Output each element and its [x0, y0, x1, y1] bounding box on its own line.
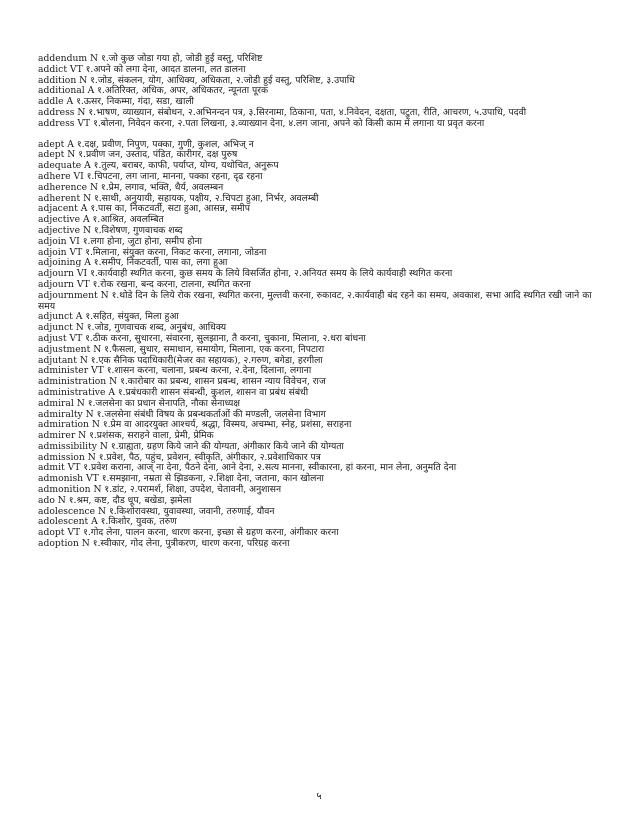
dictionary-entry: adoption N १.स्वीकार, गोद लेना, पुत्रीकरण, धारण करना, परिग्रह करना — [38, 538, 290, 550]
dictionary-entry: adept A १.दक्ष, प्रवीण, निपुण, पक्का, गुणी, कुशल, अभिज् न — [38, 138, 254, 150]
dictionary-entry: admiration N १.प्रेम वा आदरयुक्त आश्चर्य, श्रद्धा, विस्मय, अचम्भा, स्नेह, प्रशंसा, सराहना — [38, 419, 352, 431]
dictionary-entry: additional A १.अतिरिक्त, अधिक, अपर, अधिकतर, न्यूनता पूरक — [38, 85, 269, 97]
dictionary-entry: adjective N १.विशेषण, गुणवाचक शब्द — [38, 224, 183, 236]
dictionary-entry: adhere VI १.चिपटना, लग जाना, मानना, पक्का रहना, दृढ रहना — [38, 170, 263, 182]
dictionary-entry: adept N १.प्रवीण जन, उस्ताद, पंडित, कारीगर, दक्ष पुरुष — [38, 149, 238, 161]
dictionary-entry: adolescence N १.किशोरावस्था, युवावस्था, जवानी, तरुणाई, यौवन — [38, 505, 275, 517]
dictionary-entry: administration N १.कारोबार का प्रबन्ध, शासन प्रबन्ध, शासन न्याय विवेचन, राज — [38, 376, 326, 388]
dictionary-entry: adjustment N १.फैसला, सुधार, समाधान, समायोग, मिलाना, एक करना, निपटारा — [38, 343, 325, 355]
dictionary-entry: administer VT १.शासन करना, चलाना, प्रबन्ध करना, २.देना, दिलाना, लगाना — [38, 365, 312, 377]
dictionary-entry: adjust VT १.ठीक करना, सुधारना, संवारना, सुलझाना, तै करना, चुकाना, मिलाना, २.धरा बांधना — [38, 332, 366, 344]
dictionary-entry: adjunct A १.सहित, संयुक्त, मिला हुआ — [38, 311, 179, 323]
dictionary-entry: adolescent A १.किशोर, युवक, तरुण — [38, 516, 177, 528]
dictionary-entry: admonition N १.डांट, २.परामर्श, शिक्षा, उपदेश, चेतावनी, अनुशासन — [38, 484, 282, 496]
dictionary-entry: adopt VT १.गोद लेना, पालन करना, धारण करना, इच्छा से ग्रहण करना, अंगीकार करना — [38, 527, 339, 539]
dictionary-entry: ado N १.श्रम, कष्ट, दौड धूप, बखेडा, झमेला — [38, 494, 192, 506]
dictionary-entry: adherent N १.साथी, अनुयायी, सहायक, पक्षीय, २.चिपटा हुआ, निर्भर, अवलम्बी — [38, 192, 319, 204]
dictionary-entry: address N १.भाषण, व्याख्यान, संबोधन, २.अभिनन्दन पत्र, ३.सिरनामा, ठिकाना, पता, ४.निवेदन, दक्षता, पटुता, रीति, आचरण, ५.उपाधि, पदवी — [38, 106, 527, 118]
page-number: ५ — [316, 791, 322, 802]
dictionary-entry: addition N १.जोड, संकलन, योग, आधिक्य, अधिकता, २.जोडी हुई वस्तु, परिशिष्ट, ३.उपाधि — [38, 74, 355, 86]
dictionary-entry: adjoin VT १.मिलाना, संयुक्त करना, निकट करना, लगाना, जोडना — [38, 246, 267, 258]
dictionary-entry: adjective A १.आश्रित, अवलम्बित — [38, 214, 164, 226]
dictionary-entry: adequate A १.तुल्य, बराबर, काफी, पर्याप्त, योग्य, यथोचित, अनुरूप — [38, 160, 279, 172]
dictionary-entry: admiral N १.जलसेना का प्रधान सेनापति, नौका सेनाध्यक्ष — [38, 397, 240, 409]
dictionary-entry: adjournment N १.थोडे दिन के लिये रोक रखना, स्थगित करना, मुल्तवी करना, रुकावट, २.कार्यवाही बंद रहने का समय, अवकाश, सभा आदि स्थगित रखी जाने का समय — [38, 289, 592, 312]
dictionary-entry: admissibility N १.ग्राह्यता, ग्रहण किये जाने की योग्यता, अंगीकार किये जाने की योग्यता — [38, 440, 344, 452]
dictionary-entry: admission N १.प्रवेश, पैठ, पहुंच, प्रवेशन, स्वीकृति, अंगीकार, २.प्रवेशाधिकार पत्र — [38, 451, 321, 463]
dictionary-entry: admirer N १.प्रशंसक, सराहने वाला, प्रेमी, प्रेमिक — [38, 430, 214, 442]
dictionary-entry: adjourn VT १.रोक रखना, बन्द करना, टालना, स्थगित करना — [38, 278, 251, 290]
dictionary-page — [38, 54, 608, 550]
dictionary-entry: adjunct N १.जोड, गुणवाचक शब्द, अनुबंध, आधिक्य — [38, 322, 227, 334]
entries-section-2 — [38, 140, 608, 550]
dictionary-entry: admit VT १.प्रवेश कराना, आज् ना देना, पैठने देना, आने देना, २.सत्य मानना, स्वीकारना, हां करना, मान लेना, अनुमति देना — [38, 462, 457, 474]
dictionary-entry: adjutant N १.एक सैनिक पदाधिकारी(मेजर का सहायक), २.गरुण, बगेडा, हरगीला — [38, 354, 323, 366]
dictionary-entry: address VT १.बोलना, निवेदन करना, २.पता लिखना, ३.व्याख्यान देना, ४.लग जाना, अपने को किसी काम में लगाना या प्रवृत करना — [38, 117, 485, 129]
dictionary-entry: adherence N १.प्रेम, लगाव, भक्ति, धैर्य, अवलम्बन — [38, 181, 224, 193]
dictionary-entry: adjourn VI १.कार्यवाही स्थगित करना, कुछ समय के लिये विसर्जित होना, २.अनियत समय के लिये कार्यवाही स्थगित करना — [38, 268, 453, 280]
dictionary-entry: addle A १.ऊसर, निकम्मा, गंदा, सडा, खाली — [38, 96, 194, 108]
dictionary-entry: addendum N १.जो कुछ जोडा गया हो, जोडी हुई वस्तु, परिशिष्ट — [38, 53, 263, 64]
dictionary-entry: adjoining A १.समीप, निकटवर्ती, पास का, लगा हुआ — [38, 257, 228, 269]
dictionary-entry: admiralty N १.जलसेना संबंधी विषय के प्रबन्धकर्ताओं की मण्डली, जलसेना विभाग — [38, 408, 326, 420]
dictionary-entry: adjacent A १.पास का, निकटवर्ती, सटा हुआ, आसन्न, समीप — [38, 203, 251, 215]
dictionary-entry: adjoin VI १.लगा होना, जुटा होना, समीप होना — [38, 235, 202, 247]
dictionary-entry: administrative A १.प्रबंधकारी शासन संबन्धी, कुशल, शासन वा प्रबंध संबंधी — [38, 386, 309, 398]
dictionary-entry: admonish VT १.समझाना, नम्रता से झिडकना, २.शिक्षा देना, जताना, कान खोलना — [38, 473, 324, 485]
entries-section-1 — [38, 54, 608, 130]
dictionary-entry: addict VT १.अपने को लगा देना, आदत डालना, लत डालना — [38, 63, 246, 75]
